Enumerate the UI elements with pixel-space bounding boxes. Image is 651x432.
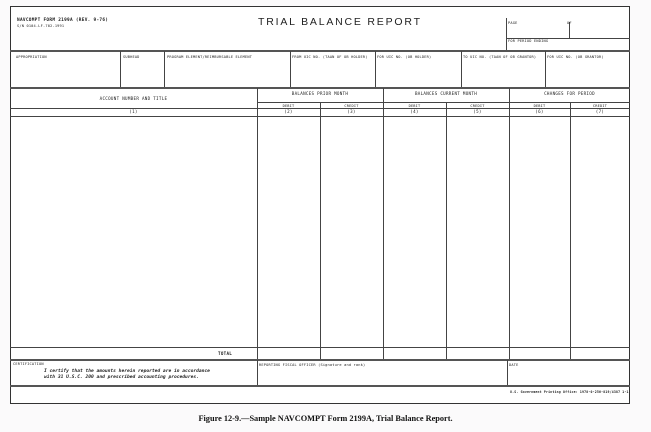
subhead-label: SUBHEAD: [123, 55, 140, 59]
figure-caption: Figure 12-9.—Sample NAVCOMPT Form 2199A, Trial Balance Report.: [198, 414, 453, 423]
certification-line-1: I certify that the amounts herein reported are in accordance: [44, 369, 210, 374]
for-uic-holder-label: FOR UIC NO. (OB HOLDER): [377, 55, 432, 59]
col-number-3: (3): [347, 109, 356, 114]
debit-label: DEBIT: [282, 104, 295, 108]
col-line-3: [320, 103, 321, 359]
account-header: ACCOUNT NUMBER AND TITLE: [99, 96, 168, 101]
debit-label: DEBIT: [533, 104, 546, 108]
col-divider: [375, 51, 376, 87]
table-top-rule: [10, 87, 630, 89]
debit-label: DEBIT: [408, 104, 421, 108]
col-line-2: [257, 88, 258, 359]
col-number-2: (2): [284, 109, 293, 114]
group-current-month: BALANCES CURRENT MONTH: [414, 91, 478, 96]
col-number-7: (7): [595, 109, 605, 114]
col-divider: [164, 51, 165, 87]
printer-note: U.S. Government Printing Office: 1978-0-256-819/4387 1-1: [510, 390, 629, 394]
of-label: OF: [567, 21, 572, 25]
col-number-6: (6): [535, 109, 544, 114]
form-number: NAVCOMPT FORM 2199A (REV. 9-76): [17, 18, 109, 23]
group-changes-period: CHANGES FOR PERIOD: [544, 91, 595, 96]
credit-label: CREDIT: [344, 104, 359, 108]
appropriation-label: APPROPRIATION: [16, 55, 47, 59]
col-line-5: [446, 103, 447, 359]
header-row-top-rule: [10, 50, 630, 52]
page-label: PAGE: [508, 21, 518, 25]
stock-number: S/N 0104-LF-702-1991: [17, 24, 65, 28]
credit-label: CREDIT: [470, 104, 485, 108]
from-uic-holder-label: FROM UIC NO. (TAAN OF OB HOLDER): [292, 55, 368, 59]
credit-label: CREDIT: [592, 104, 608, 108]
reporting-officer-label: REPORTING FISCAL OFFICER (Signature and rank): [259, 363, 366, 367]
total-row-top-rule: [10, 347, 630, 348]
col-number-4: (4): [410, 109, 419, 114]
total-label: TOTAL: [218, 351, 233, 356]
body-top-rule: [10, 116, 630, 117]
certification-label: CERTIFICATION: [13, 362, 44, 366]
bottom-rule: [10, 385, 630, 387]
group-prior-month: BALANCES PRIOR MONTH: [291, 91, 349, 96]
program-element-label: PROGRAM ELEMENT/REIMBURSABLE ELEMENT: [167, 55, 253, 59]
date-label: DATE: [509, 363, 519, 367]
reporting-officer-divider: [257, 360, 258, 385]
col-line-6: [509, 88, 510, 359]
col-number-5: (5): [473, 109, 482, 114]
period-ending-label: FOR PERIOD ENDING: [508, 39, 549, 43]
group-sub-rule: [257, 102, 630, 103]
col-line-4: [383, 88, 384, 359]
col-divider: [545, 51, 546, 87]
certification-line-2: with 31 U.S.C. 200 and prescribed accounting procedures.: [44, 375, 199, 380]
to-uic-grantor-label: TO UIC NO. (TAAN OF OB GRANTOR): [463, 55, 537, 59]
col-line-7: [570, 103, 571, 359]
for-uic-grantor-label: FOR UIC NO. (OB GRANTOR): [547, 55, 604, 59]
col-divider: [120, 51, 121, 87]
page-box-divider: [506, 18, 507, 50]
form-title: TRIAL BALANCE REPORT: [258, 16, 422, 28]
date-divider: [507, 360, 508, 385]
col-divider: [290, 51, 291, 87]
col-divider: [461, 51, 462, 87]
account-col-number: (1): [129, 109, 138, 114]
certification-top-rule: [10, 359, 630, 361]
